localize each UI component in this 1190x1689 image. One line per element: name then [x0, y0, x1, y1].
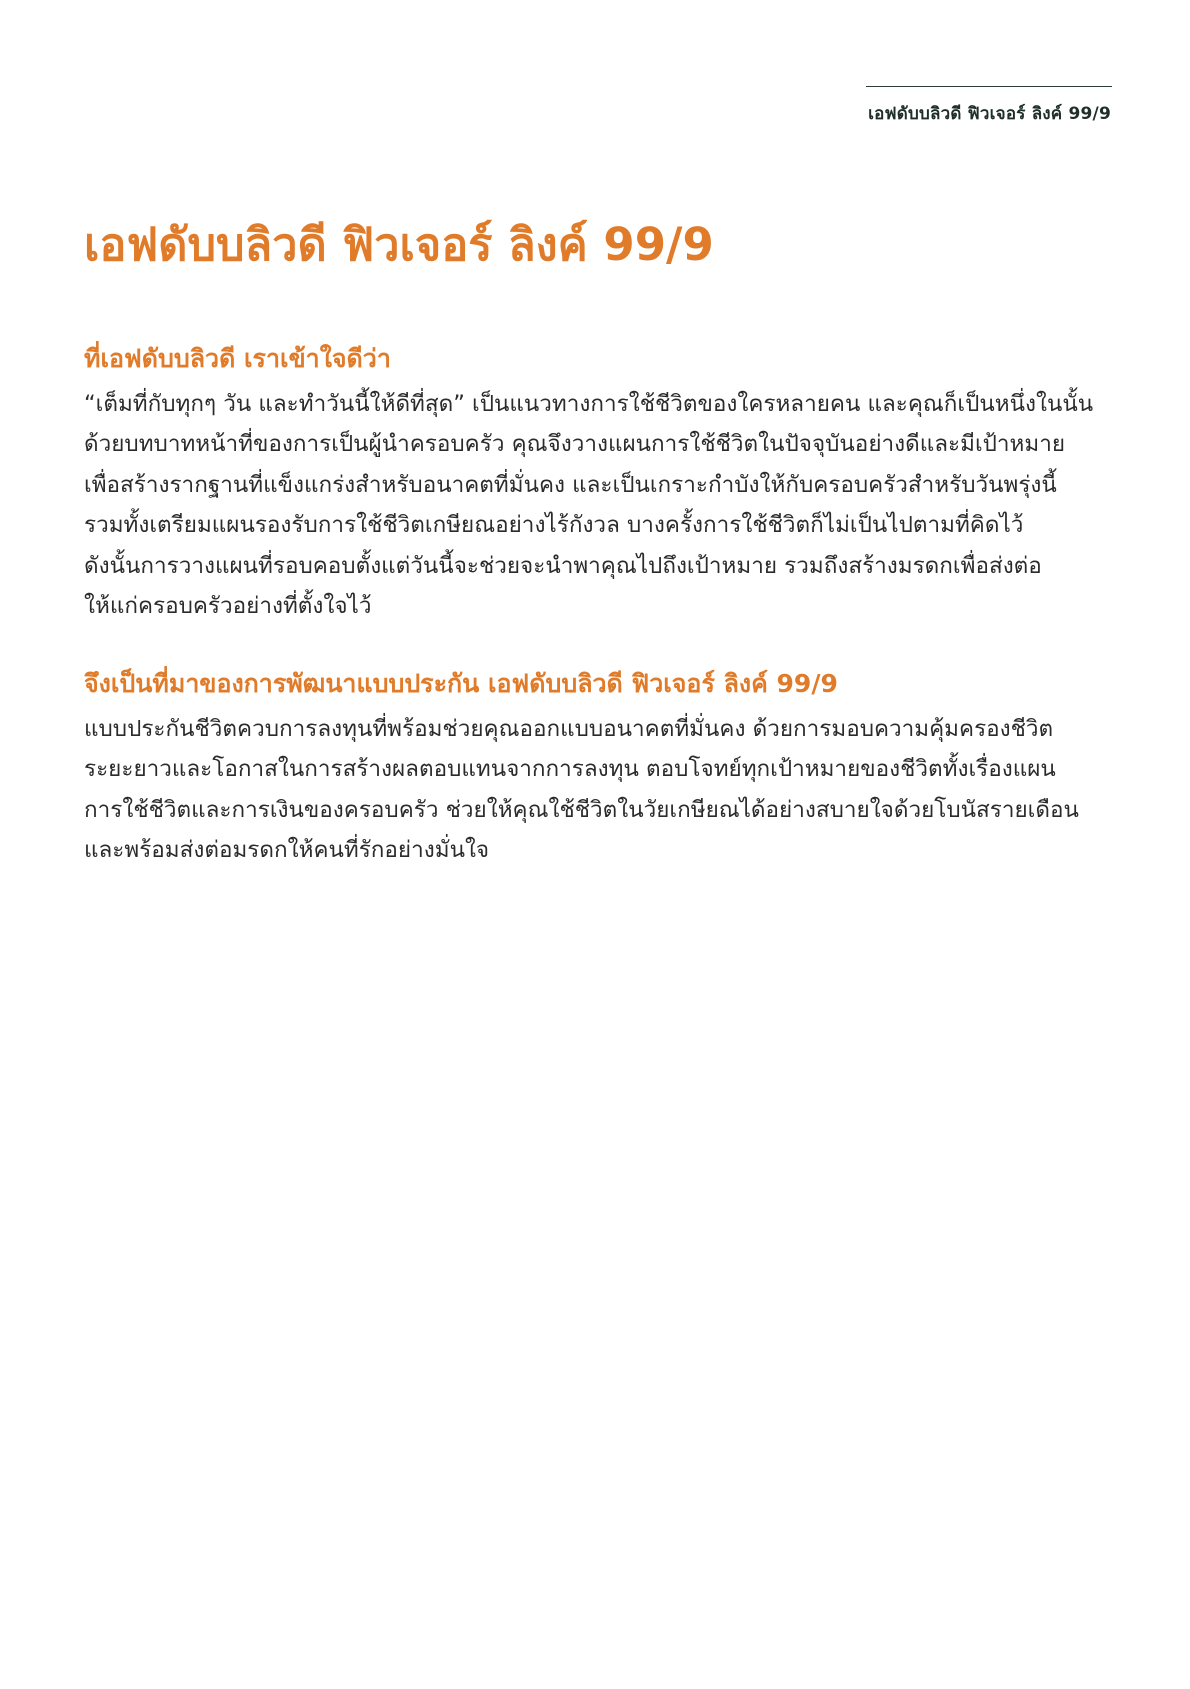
page-title: เอฟดับบลิวดี ฟิวเจอร์ ลิงค์ 99/9	[84, 218, 714, 271]
running-header: เอฟดับบลิวดี ฟิวเจอร์ ลิงค์ 99/9	[868, 104, 1111, 124]
paragraph-line: แบบประกันชีวิตควบการลงทุนที่พร้อมช่วยคุณออกแบบอนาคตที่มั่นคง ด้วยการมอบความคุ้มครองชีวิต	[84, 715, 1054, 742]
paragraph-line: ดังนั้นการวางแผนที่รอบคอบตั้งแต่วันนี้จะช่วยจะนำพาคุณไปถึงเป้าหมาย รวมถึงสร้างมรดกเพื่อส่งต่อ	[84, 552, 1042, 579]
section-intro	[84, 343, 1114, 627]
paragraph-line: ด้วยบทบาทหน้าที่ของการเป็นผู้นำครอบครัว คุณจึงวางแผนการใช้ชีวิตในปัจจุบันอย่างดีและมีเป้าหมาย	[84, 431, 1066, 457]
section-paragraph	[84, 709, 1114, 871]
section-heading: ที่เอฟดับบลิวดี เราเข้าใจดีว่า	[84, 344, 391, 373]
paragraph-line: “เต็มที่กับทุกๆ วัน และทำวันนี้ให้ดีที่สุด” เป็นแนวทางการใช้ชีวิตของใครหลายคน และคุณก็เป็นหนึ่งในนั้น	[84, 390, 1094, 417]
header-divider	[866, 86, 1112, 87]
paragraph-line: ให้แก่ครอบครัวอย่างที่ตั้งใจไว้	[84, 593, 372, 619]
paragraph-line: เพื่อสร้างรากฐานที่แข็งแกร่งสำหรับอนาคตที่มั่นคง และเป็นเกราะกำบังให้กับครอบครัวสำหรับวันพรุ่งนี้	[84, 471, 1057, 498]
section-product	[84, 668, 1114, 871]
paragraph-line: ระยะยาวและโอกาสในการสร้างผลตอบแทนจากการลงทุน ตอบโจทย์ทุกเป้าหมายของชีวิตทั้งเรื่องแผน	[84, 756, 1056, 782]
section-heading: จึงเป็นที่มาของการพัฒนาแบบประกัน เอฟดับบลิวดี ฟิวเจอร์ ลิงค์ 99/9	[84, 669, 838, 698]
paragraph-line: รวมทั้งเตรียมแผนรองรับการใช้ชีวิตเกษียณอย่างไร้กังวล บางครั้งการใช้ชีวิตก็ไม่เป็นไปตามที่คิดไว้	[84, 512, 1024, 538]
section-paragraph	[84, 384, 1114, 627]
paragraph-line: การใช้ชีวิตและการเงินของครอบครัว ช่วยให้คุณใช้ชีวิตในวัยเกษียณได้อย่างสบายใจด้วยโบนัสรายเดือน	[84, 796, 1079, 823]
paragraph-line: และพร้อมส่งต่อมรดกให้คนที่รักอย่างมั่นใจ	[84, 837, 490, 863]
